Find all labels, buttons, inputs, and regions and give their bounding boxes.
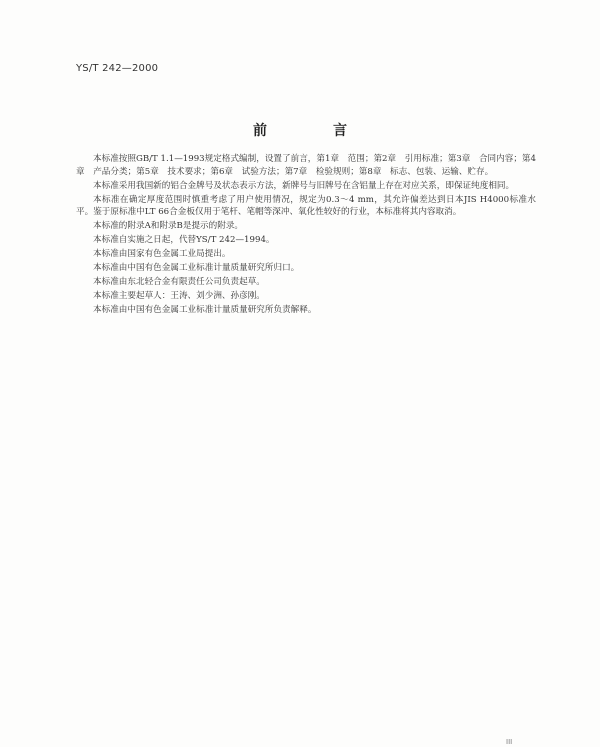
paragraph-grades: 本标准采用我国新的铝合金牌号及状态表示方法，新牌号与旧牌号在含铝量上存在对应关系，即保证纯度相同。 <box>93 180 515 191</box>
paragraph-thickness: 本标准在确定厚度范围时慎重考虑了用户使用情况，规定为0.3～4 mm，其允许偏差达到日本JIS H4000标准水平。鉴于原标准中LT 66合金板仅用于笔杆、笔帽等深冲、氧化性较好的行业，本标准将其内容取消。 <box>76 194 536 217</box>
paragraph-format: 本标准按照GB/T 1.1—1993规定格式编制，设置了前言，第1章 范围；第2章 引用标准；第3章 合同内容；第4章 产品分类；第5章 技术要求；第6章 试验方法；第7章 检验规则；第8章 标志、包装、运输、贮存。 <box>76 154 536 177</box>
paragraph-interpreted-by: 本标准由中国有色金属工业标准计量质量研究所负责解释。 <box>93 305 317 315</box>
page-number: III <box>506 738 513 746</box>
standard-code: YS/T 242—2000 <box>76 63 159 74</box>
paragraph-drafters: 本标准主要起草人：王涛、刘少洲、孙彦刚。 <box>93 291 265 301</box>
foreword-body <box>76 153 536 318</box>
paragraph-proposed-by: 本标准由国家有色金属工业局提出。 <box>93 249 231 259</box>
paragraph-centralized-by: 本标准由中国有色金属工业标准计量质量研究所归口。 <box>93 263 300 273</box>
paragraph-replaces: 本标准自实施之日起，代替YS/T 242—1994。 <box>93 235 275 245</box>
page-title: 前 言 <box>253 123 373 139</box>
paragraph-drafted-by: 本标准由东北轻合金有限责任公司负责起草。 <box>93 277 265 287</box>
paragraph-appendix: 本标准的附录A和附录B是提示的附录。 <box>93 221 244 231</box>
